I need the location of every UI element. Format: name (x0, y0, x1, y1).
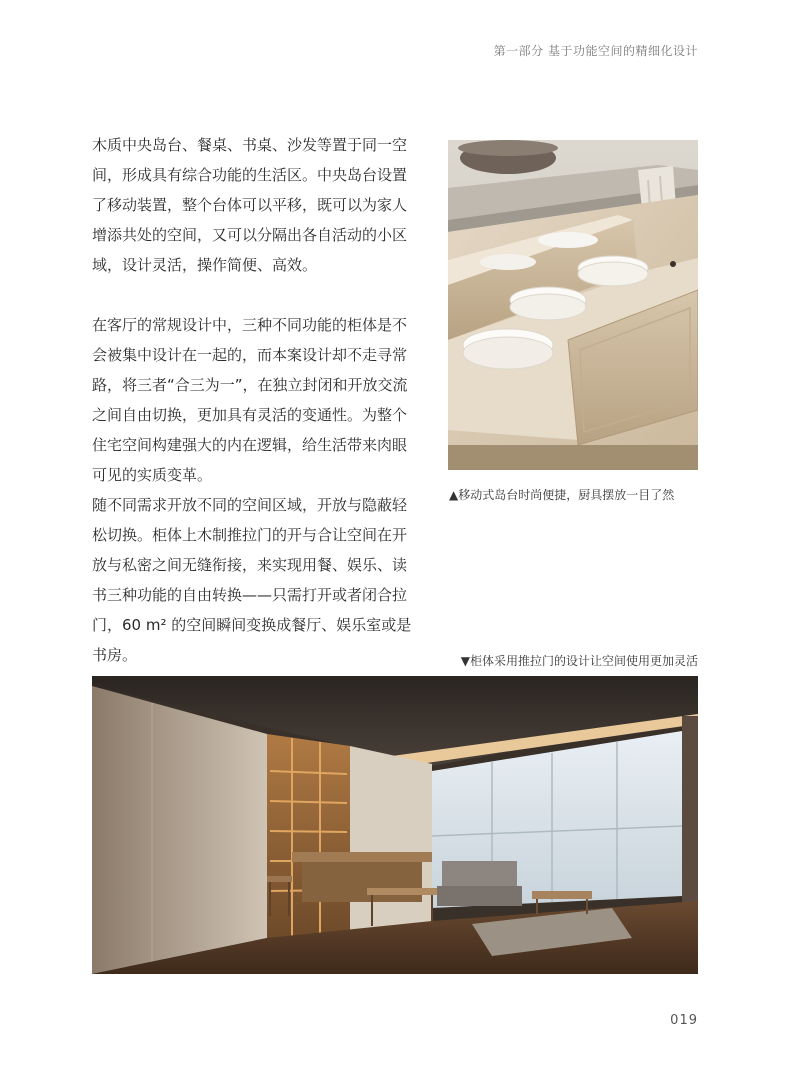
paragraph-1: 木质中央岛台、餐桌、书桌、沙发等置于同一空间，形成具有综合功能的生活区。中央岛台设置了移动装置，整个台体可以平移，既可以为家人增添共处的空间，又可以分隔出各自活动的小区域，设计灵活，操作简便、高效。 (92, 136, 408, 274)
section-header: 第一部分 基于功能空间的精细化设计 (493, 44, 698, 58)
top-photo-caption: ▲移动式岛台时尚便捷，厨具摆放一目了然 (449, 488, 675, 502)
paragraph-3: 随不同需求开放不同的空间区域，开放与隐蔽轻松切换。柜体上木制推拉门的开与合让空间在开放与私密之间无缝衔接，来实现用餐、娱乐、读书三种功能的自由转换——只需打开或者闭合拉门，60 m² 的空间瞬间变换成餐厅、娱乐室或是书房。 (92, 496, 412, 664)
page-number: 019 (670, 1013, 698, 1028)
paragraph-2: 在客厅的常规设计中，三种不同功能的柜体是不会被集中设计在一起的，而本案设计却不走寻常路，将三者“合三为一”，在独立封闭和开放交流之间自由切换，更加具有灵活的变通性。为整个住宅空间构建强大的内在逻辑，给生活带来肉眼可见的实质变革。 (92, 316, 408, 484)
drawer-photo (448, 140, 698, 470)
bottom-photo-caption: ▼柜体采用推拉门的设计让空间使用更加灵活 (460, 654, 698, 668)
living-room-photo (92, 676, 698, 974)
